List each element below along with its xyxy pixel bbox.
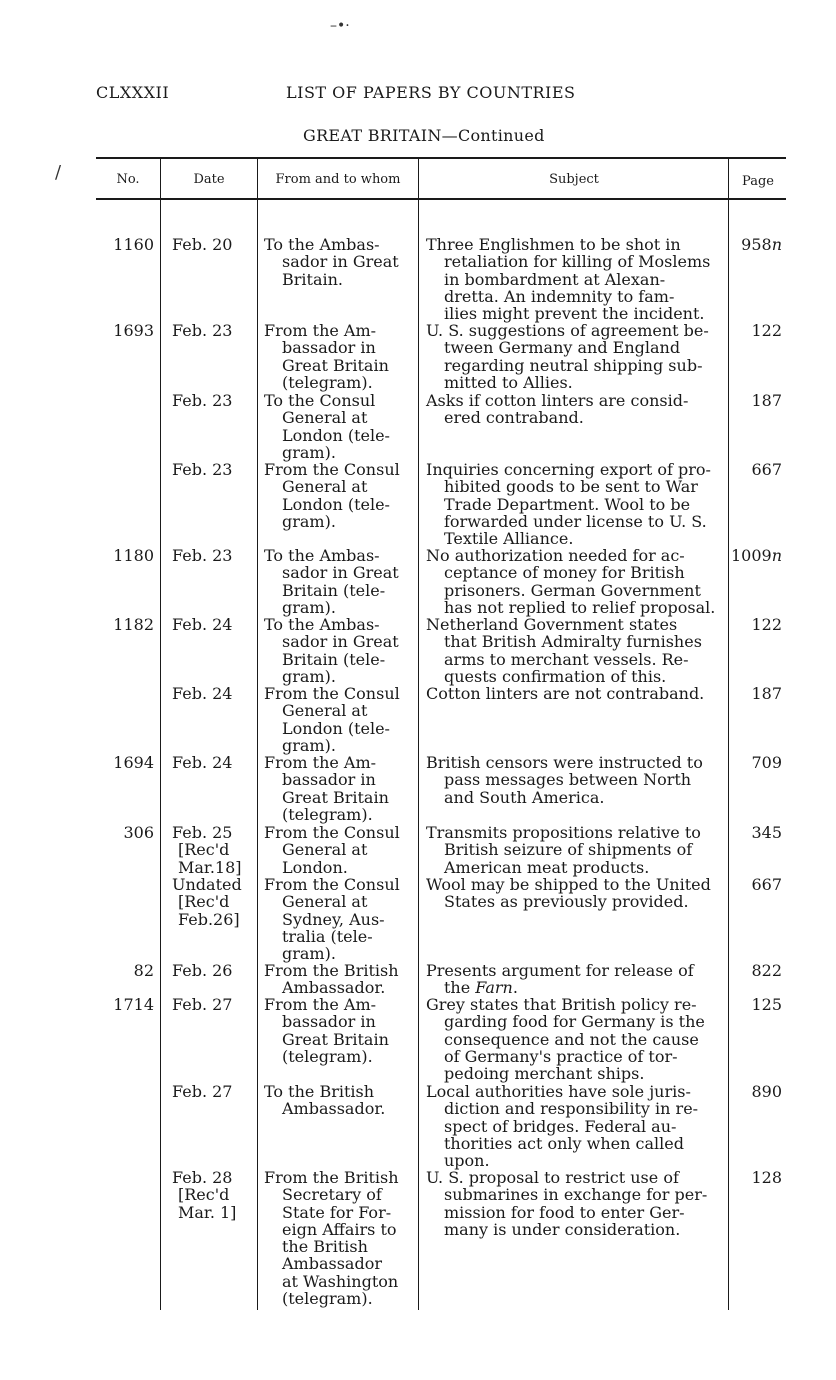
entry-from-to (264, 685, 412, 754)
cell-line: pass messages between North (444, 770, 692, 790)
entry-subject (426, 754, 722, 806)
cell-line: [Rec'd (178, 1185, 230, 1205)
cell-line: spect of bridges. Federal au- (444, 1116, 677, 1136)
entry-subject (426, 1083, 722, 1169)
cell-line: prisoners. German Government (444, 580, 701, 600)
column-header-date: Date (193, 172, 225, 187)
cell-line: submarines in exchange for per- (444, 1185, 708, 1205)
cell-line: mission for food to enter Ger- (444, 1202, 685, 1222)
entry-page: 890 (751, 1082, 782, 1101)
cell-line: U. S. suggestions of agreement be- (426, 321, 709, 340)
cell-line: London (tele- (282, 494, 390, 514)
cell-line: Presents argument for release of (426, 961, 694, 980)
cell-line: tween Germany and England (444, 338, 681, 358)
entry-date (172, 1083, 254, 1100)
cell-line: To the Ambas- (264, 235, 380, 254)
entry-date (172, 461, 254, 478)
column-divider (257, 158, 258, 1310)
entry-subject (426, 685, 722, 702)
entry-date (172, 824, 254, 876)
cell-line: Feb. 25 (172, 823, 233, 842)
cell-line: regarding neutral shipping sub- (444, 355, 703, 375)
cell-line: Great Britain (282, 787, 389, 807)
cell-line: consequence and not the cause (444, 1029, 699, 1049)
entry-date (172, 685, 254, 702)
cell-line: London (tele- (282, 718, 390, 738)
cell-line: From the Am- (264, 321, 377, 340)
entry-date (172, 754, 254, 771)
cell-line: Great Britain (282, 355, 389, 375)
cell-line: Wool may be shipped to the United (426, 875, 711, 894)
cell-line: ered contraband. (444, 408, 584, 428)
cell-line: (telegram). (282, 372, 373, 392)
cell-line: Trade Department. Wool to be (444, 494, 691, 514)
cell-line: sador in Great (282, 632, 399, 652)
entry-date (172, 547, 254, 564)
cell-line: Feb.26] (178, 909, 240, 929)
cell-line: Feb. 23 (172, 546, 233, 565)
entry-from-to (264, 616, 412, 685)
cell-line: garding food for Germany is the (444, 1012, 705, 1032)
column-header-from: From and to whom (275, 172, 401, 187)
cell-line: General at (282, 477, 368, 497)
entry-subject (426, 236, 722, 322)
cell-line: Ambassador. (282, 1099, 386, 1119)
entry-from-to (264, 1083, 412, 1118)
cell-line: From the Am- (264, 995, 377, 1014)
entry-subject (426, 547, 722, 616)
cell-line: Sydney, Aus- (282, 909, 385, 929)
entry-from-to (264, 876, 412, 962)
cell-line: Feb. 24 (172, 615, 233, 634)
cell-line: at Washington (282, 1271, 399, 1291)
cell-line: Feb. 24 (172, 684, 233, 703)
cell-line: hibited goods to be sent to War (444, 477, 698, 497)
entry-number: 1182 (113, 615, 154, 634)
cell-line: gram). (282, 597, 336, 617)
cell-line: London (tele- (282, 425, 390, 445)
entry-subject (426, 392, 722, 427)
top-ink-mark: –•· (330, 18, 350, 34)
cell-line: Textile Alliance. (444, 529, 574, 549)
entry-date (172, 392, 254, 409)
cell-line: British censors were instructed to (426, 753, 703, 772)
cell-line: [Rec'd (178, 840, 230, 860)
entry-from-to (264, 236, 412, 288)
cell-line: eign Affairs to (282, 1219, 397, 1239)
entry-date (172, 322, 254, 339)
cell-line: Asks if cotton linters are consid- (426, 391, 689, 410)
entry-page: 128 (751, 1168, 782, 1187)
cell-line: To the British (264, 1082, 375, 1101)
entry-subject (426, 962, 722, 997)
cell-line: London. (282, 857, 348, 877)
entry-page: 709 (751, 753, 782, 772)
entry-from-to (264, 392, 412, 461)
entry-page: 187 (751, 684, 782, 703)
cell-line: General at (282, 892, 368, 912)
cell-line: Britain (tele- (282, 649, 386, 669)
cell-line: many is under consideration. (444, 1219, 681, 1239)
cell-line: Great Britain (282, 1029, 389, 1049)
cell-line: gram). (282, 666, 336, 686)
column-divider (418, 158, 419, 1310)
entry-date (172, 616, 254, 633)
cell-line: Feb. 28 (172, 1168, 233, 1187)
cell-line: Netherland Government states (426, 615, 678, 634)
cell-line: pedoing merchant ships. (444, 1064, 645, 1084)
entry-subject (426, 322, 722, 391)
cell-line: ilies might prevent the incident. (444, 304, 705, 324)
column-header-subject: Subject (549, 172, 599, 187)
cell-line: Cotton linters are not contraband. (426, 684, 705, 703)
entry-number: 1693 (113, 321, 154, 340)
cell-line: [Rec'd (178, 892, 230, 912)
cell-line: Feb. 27 (172, 1082, 233, 1101)
cell-line: From the Consul (264, 684, 400, 703)
cell-line: Undated (172, 875, 242, 894)
entry-page: 667 (751, 875, 782, 894)
cell-line: dretta. An indemnity to fam- (444, 286, 675, 306)
cell-line: Three Englishmen to be shot in (426, 235, 681, 254)
column-divider (728, 158, 729, 1310)
entry-date (172, 236, 254, 253)
cell-line: quests confirmation of this. (444, 666, 667, 686)
cell-line: (telegram). (282, 1289, 373, 1309)
cell-line: diction and responsibility in re- (444, 1099, 699, 1119)
cell-line: ceptance of money for British (444, 563, 685, 583)
margin-pencil-mark: / (55, 162, 62, 183)
entry-number: 1180 (113, 546, 154, 565)
cell-line: Feb. 20 (172, 235, 233, 254)
entry-page: 187 (751, 391, 782, 410)
cell-line: upon. (444, 1151, 490, 1171)
cell-line: Transmits propositions relative to (426, 823, 701, 842)
cell-line: To the Consul (264, 391, 376, 410)
cell-line: bassador in (282, 1012, 376, 1032)
cell-line: General at (282, 840, 368, 860)
cell-line: bassador in (282, 770, 376, 790)
entry-page: 125 (751, 995, 782, 1014)
entry-page: 122 (751, 321, 782, 340)
cell-line: From the Consul (264, 875, 400, 894)
cell-line: From the Am- (264, 753, 377, 772)
section-title: GREAT BRITAIN—Continued (303, 126, 545, 145)
entry-page: 822 (751, 961, 782, 980)
cell-line: Inquiries concerning export of pro- (426, 460, 711, 479)
cell-line: Feb. 24 (172, 753, 233, 772)
entry-page: 958n (741, 235, 782, 254)
entry-number: 1714 (113, 995, 154, 1014)
cell-line: Mar. 1] (178, 1202, 237, 1222)
cell-line: Britain (tele- (282, 580, 386, 600)
cell-line: Britain. (282, 269, 343, 289)
entry-number: 82 (133, 961, 154, 980)
entry-date (172, 962, 254, 979)
cell-line: Feb. 23 (172, 321, 233, 340)
cell-line: (telegram). (282, 804, 373, 824)
cell-line: American meat products. (444, 857, 650, 877)
cell-line: To the Ambas- (264, 615, 380, 634)
cell-line: Feb. 26 (172, 961, 233, 980)
cell-line: Mar.18] (178, 857, 242, 877)
cell-line: Local authorities have sole juris- (426, 1082, 691, 1101)
entry-subject (426, 876, 722, 911)
entry-subject (426, 616, 722, 685)
cell-line: No authorization needed for ac- (426, 546, 685, 565)
entry-from-to (264, 547, 412, 616)
cell-line: Feb. 23 (172, 391, 233, 410)
cell-line: From the British (264, 961, 399, 980)
entry-from-to (264, 824, 412, 876)
cell-line: forwarded under license to U. S. (444, 511, 707, 531)
cell-line: General at (282, 701, 368, 721)
entry-from-to (264, 1169, 412, 1307)
cell-line: Secretary of (282, 1185, 382, 1205)
column-header-page: Page (742, 174, 774, 189)
cell-line: From the British (264, 1168, 399, 1187)
cell-line: tralia (tele- (282, 926, 373, 946)
cell-line: gram). (282, 511, 336, 531)
cell-line: Grey states that British policy re- (426, 995, 697, 1014)
cell-line: British seizure of shipments of (444, 840, 693, 860)
page-number: CLXXXII (96, 83, 170, 102)
entry-date (172, 876, 254, 928)
cell-line: that British Admiralty furnishes (444, 632, 702, 652)
cell-line: Feb. 23 (172, 460, 233, 479)
cell-line: gram). (282, 735, 336, 755)
cell-line: the British (282, 1237, 368, 1257)
cell-line: States as previously provided. (444, 892, 689, 912)
cell-line: mitted to Allies. (444, 372, 573, 392)
cell-line: arms to merchant vessels. Re- (444, 649, 689, 669)
page-title: LIST OF PAPERS BY COUNTRIES (286, 83, 576, 102)
cell-line: General at (282, 408, 368, 428)
entry-from-to (264, 962, 412, 997)
entry-from-to (264, 322, 412, 391)
entry-subject (426, 461, 722, 547)
entry-subject (426, 1169, 722, 1238)
cell-line: retaliation for killing of Moslems (444, 252, 711, 272)
cell-line: sador in Great (282, 252, 399, 272)
cell-line: Ambassador. (282, 978, 386, 998)
entry-page: 345 (751, 823, 782, 842)
entry-page: 667 (751, 460, 782, 479)
cell-line: bassador in (282, 338, 376, 358)
cell-line: sador in Great (282, 563, 399, 583)
cell-line: (telegram). (282, 1046, 373, 1066)
cell-line: Ambassador (282, 1254, 382, 1274)
column-divider (160, 158, 161, 1310)
cell-line: gram). (282, 944, 336, 964)
cell-line: From the Consul (264, 823, 400, 842)
entry-date (172, 1169, 254, 1221)
entry-from-to (264, 754, 412, 823)
cell-line: of Germany's practice of tor- (444, 1046, 678, 1066)
entry-number: 1694 (113, 753, 154, 772)
entry-page: 1009n (730, 546, 782, 565)
cell-line: State for For- (282, 1202, 392, 1222)
cell-line: has not replied to relief proposal. (444, 597, 716, 617)
cell-line: U. S. proposal to restrict use of (426, 1168, 679, 1187)
cell-line: To the Ambas- (264, 546, 380, 565)
entry-subject (426, 996, 722, 1082)
column-header-no: No. (116, 172, 140, 187)
cell-line: the Farn. (444, 978, 518, 998)
table-header-rule (96, 198, 786, 200)
cell-line: and South America. (444, 787, 605, 807)
cell-line: thorities act only when called (444, 1133, 684, 1153)
entry-from-to (264, 461, 412, 530)
entry-number: 306 (123, 823, 154, 842)
entry-page: 122 (751, 615, 782, 634)
entry-subject (426, 824, 722, 876)
cell-line: Feb. 27 (172, 995, 233, 1014)
entry-from-to (264, 996, 412, 1065)
entry-number: 1160 (113, 235, 154, 254)
entry-date (172, 996, 254, 1013)
cell-line: gram). (282, 442, 336, 462)
cell-line: in bombardment at Alexan- (444, 269, 666, 289)
cell-line: From the Consul (264, 460, 400, 479)
table-top-rule (96, 157, 786, 159)
